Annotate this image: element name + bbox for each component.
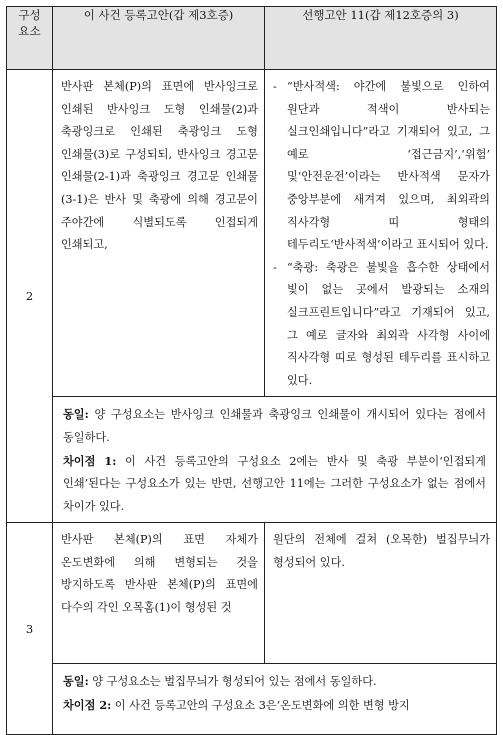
component-number-label: 2 xyxy=(25,289,34,304)
table-row xyxy=(7,70,497,397)
difference-paragraph xyxy=(63,450,486,519)
bullet-mark: - xyxy=(273,80,277,93)
difference-paragraph xyxy=(63,694,486,718)
component-number-label: 3 xyxy=(25,621,34,636)
header-prior xyxy=(265,7,497,70)
header-prior-label: 선행고안 11(갑 제12호증의 3) xyxy=(302,8,459,22)
prior-text: 원단의 전체에 걸쳐 (오목한) 벌집무늬가 형성되어 있다. xyxy=(273,533,490,569)
difference-label: 차이점 1: xyxy=(63,453,117,468)
component-number xyxy=(7,70,53,523)
prior-cell xyxy=(265,70,497,397)
header-component xyxy=(7,7,53,70)
registered-text: 반사판 본체(P)의 표면 자체가 온도변화에 의해 변형되는 것을 방지하도록 반사판 본체(P)의 표면에 다수의 각인 오목홈(1)이 형성된 것 xyxy=(61,533,258,615)
comparison-table xyxy=(6,6,497,735)
prior-bullet-text: “축광: 축광은 불빛을 흡수한 상태에서 빛이 없는 곳에서 발광되는 소재의 실크프린트입니다”라고 기재되어 있고, 그 예로 글자와 최외곽 사각형 사이에 직사각형 띠로 형성된 테두리를 표시하고 있다. xyxy=(287,260,490,387)
table-row xyxy=(7,523,497,664)
same-text: 양 구성요소는 벌집무늬가 형성되어 있는 점에서 동일하다. xyxy=(88,675,377,689)
registered-cell xyxy=(53,523,265,664)
header-registered xyxy=(53,7,265,70)
table-header-row xyxy=(7,7,497,70)
same-paragraph xyxy=(63,670,486,694)
difference-text: 이 사건 등록고안의 구성요소 3은‘온도변화에 의한 변형 방지 xyxy=(111,698,410,712)
same-paragraph xyxy=(63,403,486,449)
header-component-label: 구성 요소 xyxy=(18,8,41,38)
registered-cell xyxy=(53,70,265,397)
bullet-mark: - xyxy=(273,260,277,274)
summary-cell xyxy=(53,397,497,523)
prior-bullet xyxy=(273,76,490,257)
prior-bullet-text: “반사적색: 야간에 불빛으로 인하여 원단과 적색이 반사되는 실크인쇄입니다”라고 기재되어 있고, 그 예로 ‘접근금지’,‘위험’ 및‘안전운전’이라는 반사적색 문자가 중앙부분에 새겨져 있으며, 최외곽의 직사각형 띠 형태의 테두리도‘반사적색’이라고 표시되어 있다. xyxy=(287,80,490,252)
header-registered-label: 이 사건 등록고안(갑 제3호증) xyxy=(83,8,234,22)
same-label: 동일: xyxy=(63,674,89,689)
prior-cell xyxy=(265,523,497,664)
table-row xyxy=(7,664,497,735)
difference-label: 차이점 2: xyxy=(63,697,112,712)
component-number xyxy=(7,523,53,735)
same-label: 동일: xyxy=(63,407,89,422)
same-text: 양 구성요소는 반사잉크 인쇄물과 축광잉크 인쇄물이 개시되어 있다는 점에서 동일하다. xyxy=(63,408,486,444)
prior-bullet xyxy=(273,257,490,393)
registered-text: 반사판 본체(P)의 표면에 반사잉크로 인쇄된 반사잉크 도형 인쇄물(2)과 축광잉크로 인쇄된 축광잉크 도형 인쇄물(3)로 구성되되, 반사잉크 경고문 인쇄물(2-1)과 축광잉크 경고문 인쇄물(3-1)은 반사 및 축광에 의해 경고문이 주야간에 식별되도록 인접되게 인쇄되고, xyxy=(61,80,258,252)
summary-cell xyxy=(53,664,497,735)
table-row xyxy=(7,397,497,523)
difference-text: 이 사건 등록고안의 구성요소 2에는 반사 및 축광 부분이‘인접되게 인쇄’된다는 구성요소가 있는 반면, 선행고안 11에는 그러한 구성요소가 없는 점에서 차이가 있다. xyxy=(63,454,486,513)
